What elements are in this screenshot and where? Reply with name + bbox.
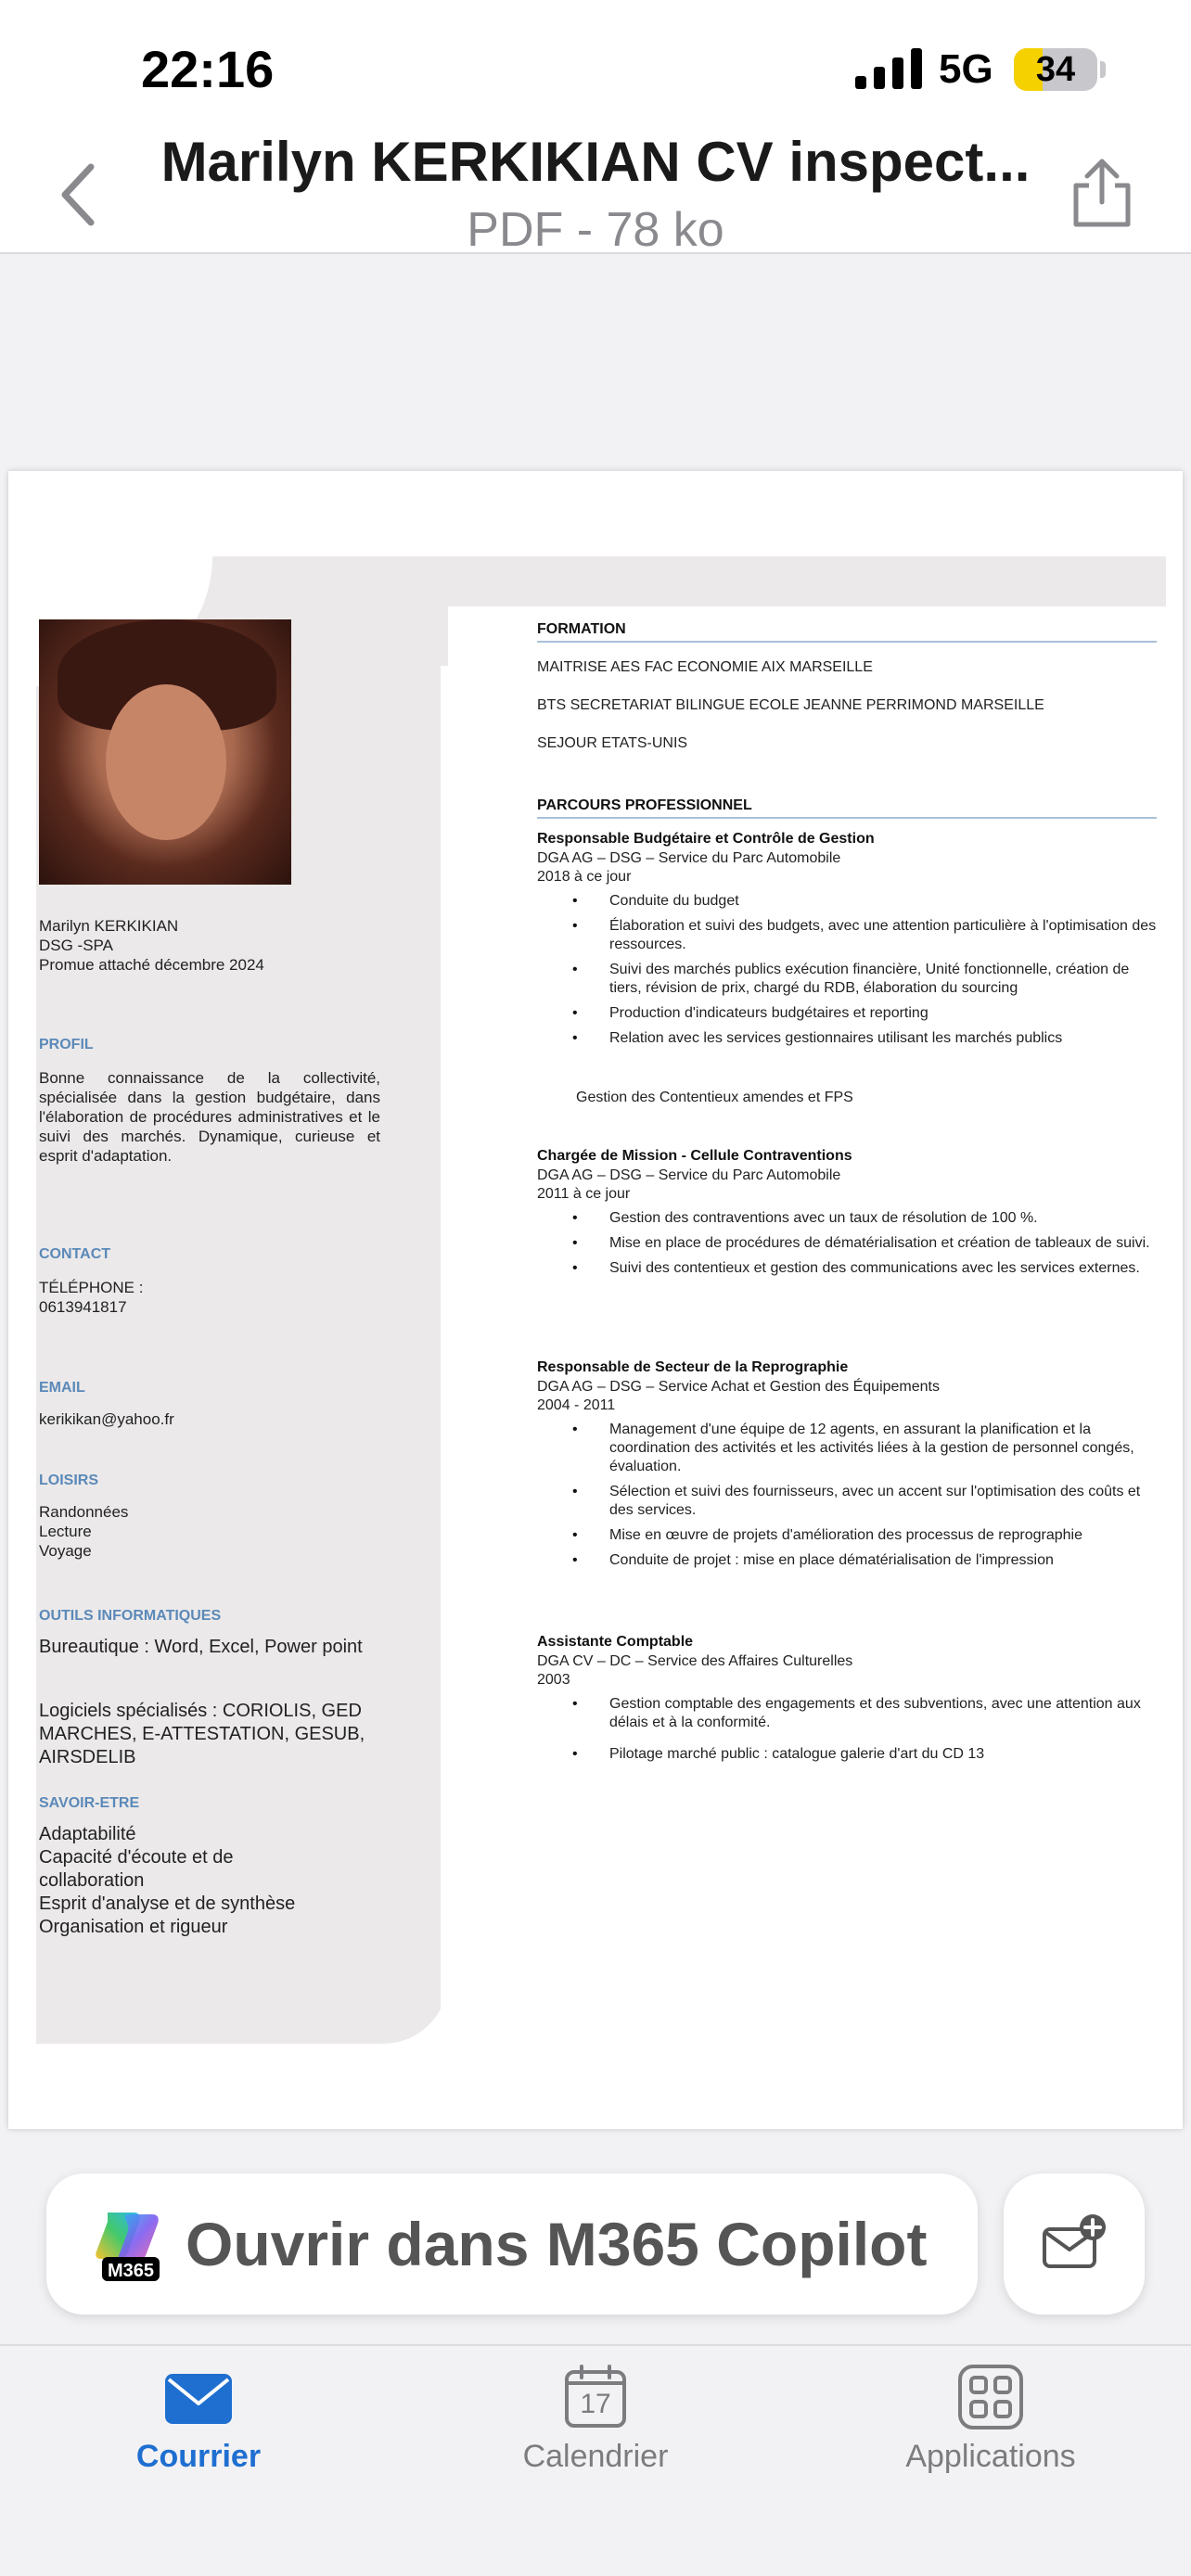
calendar-icon bbox=[563, 2365, 628, 2429]
job-org: DGA CV – DC – Service des Affaires Culturelles bbox=[537, 1653, 853, 1669]
job-org: DGA AG – DSG – Service Achat et Gestion des Équipements bbox=[537, 1379, 940, 1395]
job-period: 2011 à ce jour bbox=[537, 1186, 631, 1202]
outils-heading: OUTILS INFORMATIQUES bbox=[39, 1608, 222, 1624]
job-bullet: • Élaboration et suivi des budgets, avec une attention particulière à l'optimisation des ressources. bbox=[609, 917, 1157, 954]
copilot-label: Ouvrir dans M365 Copilot bbox=[186, 2210, 928, 2278]
contact-heading: CONTACT bbox=[39, 1246, 111, 1262]
formation-heading: FORMATION bbox=[537, 621, 626, 637]
job-period: 2003 bbox=[537, 1672, 570, 1688]
formation-divider bbox=[537, 641, 1157, 643]
job-bullet: • Pilotage marché public : catalogue galerie d'art du CD 13 bbox=[609, 1745, 1157, 1764]
mail-plus-icon bbox=[1037, 2207, 1111, 2281]
calendar-day: 17 bbox=[580, 2389, 611, 2419]
profil-text: Bonne connaissance de la collectivité, spécialisée dans la gestion budgétaire, dans l'élaboration de procédures administratives et le suivi des marchés. Dynamique, curieuse et esprit d'adaptation. bbox=[39, 1069, 380, 1165]
outils-logiciels: Logiciels spécialisés : CORIOLIS, GED MARCHES, E-ATTESTATION, GESUB, AIRSDELIB bbox=[39, 1701, 365, 1767]
mail-share-button[interactable] bbox=[1004, 2174, 1145, 2315]
job-title: Responsable Budgétaire et Contrôle de Gestion bbox=[537, 831, 875, 847]
parcours-heading: PARCOURS PROFESSIONNEL bbox=[537, 797, 752, 813]
savoir-etre-item: Esprit d'analyse et de synthèse bbox=[39, 1894, 296, 1914]
job-bullet: • Gestion des contraventions avec un taux de résolution de 100 %. bbox=[609, 1209, 1157, 1228]
tab-label: Applications bbox=[905, 2439, 1076, 2474]
phone-value: 0613941817 bbox=[39, 1298, 127, 1316]
status-time: 22:16 bbox=[141, 40, 275, 98]
contact-block bbox=[39, 1278, 143, 1317]
savoir-etre-heading: SAVOIR-ETRE bbox=[39, 1795, 140, 1811]
tab-courrier[interactable] bbox=[50, 2365, 347, 2531]
tab-label: Courrier bbox=[135, 2439, 262, 2474]
formation-item: SEJOUR ETATS-UNIS bbox=[537, 735, 688, 751]
battery-tip bbox=[1100, 61, 1106, 78]
cv-name: Marilyn KERKIKIAN bbox=[39, 917, 179, 935]
job-period: 2004 - 2011 bbox=[537, 1397, 616, 1413]
battery-percent: 34 bbox=[1035, 50, 1076, 89]
tab-calendrier[interactable] bbox=[447, 2365, 744, 2531]
tab-label: Calendrier bbox=[522, 2439, 669, 2474]
email-value: kerikikan@yahoo.fr bbox=[39, 1410, 174, 1428]
loisir-item: Lecture bbox=[39, 1523, 92, 1540]
m365-badge: M365 bbox=[107, 2261, 155, 2281]
loisirs-list bbox=[39, 1502, 128, 1561]
job-title: Chargée de Mission - Cellule Contraventions bbox=[537, 1148, 852, 1164]
job-bullet: • Conduite du budget bbox=[609, 892, 1157, 911]
photo-face bbox=[106, 684, 226, 840]
cv-promotion: Promue attaché décembre 2024 bbox=[39, 956, 264, 974]
loisir-item: Voyage bbox=[39, 1542, 92, 1560]
job-extra: Gestion des Contentieux amendes et FPS bbox=[576, 1090, 853, 1105]
document-title: Marilyn KERKIKIAN CV inspect... bbox=[160, 131, 1031, 193]
job-bullets bbox=[609, 1695, 1157, 1770]
outils-bureautique: Bureautique : Word, Excel, Power point bbox=[39, 1637, 363, 1657]
cellular-signal-icon bbox=[855, 48, 922, 89]
job-bullet: • Management d'une équipe de 12 agents, en assurant la planification et la coordination des activités et les activités liées à la gestion de personnel congés, évaluation. bbox=[609, 1421, 1157, 1476]
savoir-etre-item: Adaptabilité bbox=[39, 1824, 136, 1844]
savoir-etre-list bbox=[39, 1823, 308, 1939]
job-bullet: • Sélection et suivi des fournisseurs, avec un accent sur l'optimisation des coûts et des services. bbox=[609, 1483, 1157, 1520]
nav-header bbox=[0, 130, 1191, 257]
network-type: 5G bbox=[939, 46, 993, 92]
loisir-item: Randonnées bbox=[39, 1503, 129, 1521]
job-bullets bbox=[609, 1421, 1157, 1576]
job-bullet: • Production d'indicateurs budgétaires et reporting bbox=[609, 1004, 1157, 1023]
pdf-page[interactable] bbox=[8, 471, 1183, 2129]
formation-item: BTS SECRETARIAT BILINGUE ECOLE JEANNE PERRIMOND MARSEILLE bbox=[537, 697, 1044, 713]
formation-item: MAITRISE AES FAC ECONOMIE AIX MARSEILLE bbox=[537, 659, 873, 675]
parcours-divider bbox=[537, 817, 1157, 819]
loisirs-heading: LOISIRS bbox=[39, 1473, 99, 1488]
cv-identity bbox=[39, 916, 264, 975]
job-bullets bbox=[609, 1209, 1157, 1284]
job-bullet: • Relation avec les services gestionnaires utilisant les marchés publics bbox=[609, 1029, 1157, 1048]
profile-photo bbox=[39, 619, 291, 885]
profil-heading: PROFIL bbox=[39, 1037, 94, 1052]
status-bar bbox=[0, 0, 1191, 130]
document-subtitle: PDF - 78 ko bbox=[467, 203, 724, 257]
job-org: DGA AG – DSG – Service du Parc Automobile bbox=[537, 850, 841, 866]
job-bullets bbox=[609, 892, 1157, 1054]
mail-icon bbox=[161, 2365, 236, 2429]
savoir-etre-item: Organisation et rigueur bbox=[39, 1917, 228, 1937]
share-icon[interactable] bbox=[1067, 156, 1137, 230]
tab-bar bbox=[0, 2344, 1191, 2576]
savoir-etre-item: Capacité d'écoute et de collaboration bbox=[39, 1847, 234, 1891]
chevron-left-icon[interactable] bbox=[52, 158, 108, 232]
job-bullet: • Mise en place de procédures de dématérialisation et création de tableaux de suivi. bbox=[609, 1234, 1157, 1253]
job-title: Responsable de Secteur de la Reprographie bbox=[537, 1359, 849, 1375]
cv-service: DSG -SPA bbox=[39, 937, 113, 954]
job-bullet: • Suivi des marchés publics exécution financière, Unité fonctionnelle, création de tiers, révision de prix, chargé du RDB, élaboration du sourcing bbox=[609, 961, 1157, 998]
open-in-copilot-button[interactable] bbox=[46, 2174, 978, 2315]
job-bullet: • Gestion comptable des engagements et des subventions, avec une attention aux délais et à la conformité. bbox=[609, 1695, 1157, 1732]
job-period: 2018 à ce jour bbox=[537, 869, 632, 885]
battery-icon bbox=[1014, 48, 1097, 91]
job-bullet: • Suivi des contentieux et gestion des communications avec les services externes. bbox=[609, 1259, 1157, 1278]
job-org: DGA AG – DSG – Service du Parc Automobile bbox=[537, 1167, 841, 1183]
phone-label: TÉLÉPHONE : bbox=[39, 1279, 144, 1296]
tab-applications[interactable] bbox=[842, 2365, 1139, 2531]
job-bullet: • Conduite de projet : mise en place dématérialisation de l'impression bbox=[609, 1551, 1157, 1570]
email-heading: EMAIL bbox=[39, 1380, 85, 1396]
job-title: Assistante Comptable bbox=[537, 1634, 694, 1650]
apps-grid-icon bbox=[958, 2365, 1023, 2429]
job-bullet: • Mise en œuvre de projets d'amélioration des processus de reprographie bbox=[609, 1526, 1157, 1545]
